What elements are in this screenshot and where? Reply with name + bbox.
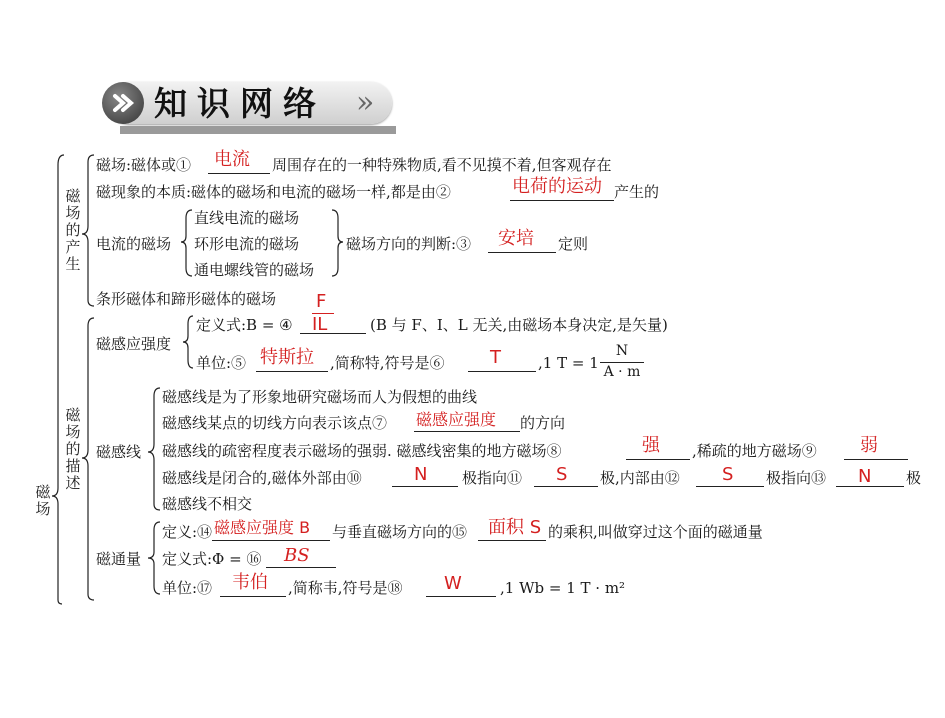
blank-12 xyxy=(696,486,764,487)
flux-brace xyxy=(148,522,160,594)
def-pre: 定义式:B = ④ xyxy=(196,316,293,334)
flux-unit-pre: 单位:⑰ xyxy=(162,579,213,597)
blank-17 xyxy=(220,596,286,597)
banner-title: 知识网络 xyxy=(154,84,326,123)
origin-row2-post: 产生的 xyxy=(614,183,660,201)
lines-row1: 磁感线是为了形象地研究磁场而人为假想的曲线 xyxy=(162,388,478,406)
lines-label: 磁感线 xyxy=(96,443,142,461)
answer-3: 安培 xyxy=(498,228,534,249)
description-label: 磁场的描述 xyxy=(65,406,81,492)
blank-3 xyxy=(488,252,556,253)
origin-row1-pre: 磁场:磁体或① xyxy=(96,156,192,174)
lines-row4-a: 极指向⑪ xyxy=(462,469,523,487)
origin-brace xyxy=(82,155,94,306)
lines-row4-c: 极指向⑬ xyxy=(766,469,827,487)
flux-unit-post: ,1 Wb = 1 T · m² xyxy=(500,579,626,597)
answer-17: 韦伯 xyxy=(232,572,268,593)
unit-fraction-num: N xyxy=(615,343,629,359)
answer-14: 磁感应强度 B xyxy=(214,518,311,537)
lines-row4-b: 极,内部由⑫ xyxy=(600,469,680,487)
blank-5 xyxy=(256,371,328,372)
lines-row2-pre: 磁感线某点的切线方向表示该点⑦ xyxy=(162,414,388,432)
flux-unit-mid: ,简称韦,符号是⑱ xyxy=(288,579,403,597)
unit-fraction-bar xyxy=(600,362,644,363)
answer-10: N xyxy=(414,464,428,485)
current-item-2: 环形电流的磁场 xyxy=(194,235,300,253)
answer-18: W xyxy=(444,573,462,594)
origin-row1-post: 周围存在的一种特殊物质,看不见摸不着,但客观存在 xyxy=(272,156,612,174)
answer-9: 弱 xyxy=(860,435,878,456)
answer-6: T xyxy=(490,347,501,368)
induction-brace xyxy=(183,316,193,368)
origin-label: 磁场的产生 xyxy=(65,187,81,273)
root-label: 磁场 xyxy=(35,483,51,518)
blank-7 xyxy=(414,431,520,432)
blank-6 xyxy=(468,371,536,372)
unit-fraction-den: A · m xyxy=(603,364,641,380)
blank-4 xyxy=(300,333,366,334)
answer-1: 电流 xyxy=(214,149,250,170)
lines-brace xyxy=(148,388,160,510)
unit-post: ,1 T = 1 xyxy=(538,354,599,372)
unit-mid: ,简称特,符号是⑥ xyxy=(330,354,445,372)
def-post: (B 与 F、I、L 无关,由磁场本身决定,是矢量) xyxy=(370,316,668,334)
lines-row3-mid: ,稀疏的地方磁场⑨ xyxy=(692,442,817,460)
answer-2: 电荷的运动 xyxy=(512,176,602,197)
blank-1 xyxy=(208,173,270,174)
answer-12: S xyxy=(722,464,734,485)
blank-14 xyxy=(212,540,330,541)
root-brace xyxy=(52,155,64,604)
answer-16: BS xyxy=(284,545,310,566)
origin-row2-pre: 磁现象的本质:磁体的磁场和电流的磁场一样,都是由② xyxy=(96,183,451,201)
current-brace-left xyxy=(181,210,192,276)
rule-post: 定则 xyxy=(558,235,589,253)
flux-label: 磁通量 xyxy=(96,550,142,568)
blank-15 xyxy=(478,540,546,541)
rule-pre: 磁场方向的判断:③ xyxy=(346,235,472,253)
answer-11: S xyxy=(556,464,568,485)
current-item-1: 直线电流的磁场 xyxy=(194,209,300,227)
current-item-3: 通电螺线管的磁场 xyxy=(194,261,315,279)
lines-row2-post: 的方向 xyxy=(520,414,566,432)
double-chevron-icon: » xyxy=(356,85,375,120)
answer-5: 特斯拉 xyxy=(260,347,314,368)
flux-def-pre: 定义:⑭ xyxy=(162,523,213,541)
current-field-label: 电流的磁场 xyxy=(96,235,172,253)
current-brace-right xyxy=(332,210,343,276)
answer-7: 磁感应强度 xyxy=(416,410,497,429)
blank-2 xyxy=(510,200,614,201)
unit-pre: 单位:⑤ xyxy=(196,354,247,372)
lines-row4-pre: 磁感线是闭合的,磁体外部由⑩ xyxy=(162,469,362,487)
blank-16 xyxy=(266,567,336,568)
blank-18 xyxy=(426,596,496,597)
lines-row4-d: 极 xyxy=(906,469,922,487)
answer-4-den: IL xyxy=(312,314,328,335)
answer-4-num: F xyxy=(316,291,327,312)
answer-8: 强 xyxy=(642,435,660,456)
blank-10 xyxy=(392,486,458,487)
induction-label: 磁感应强度 xyxy=(96,335,172,353)
flux-def-mid: 与垂直磁场方向的⑮ xyxy=(332,523,468,541)
lines-row3-pre: 磁感线的疏密程度表示磁场的强弱. 磁感线密集的地方磁场⑧ xyxy=(162,442,562,460)
blank-9 xyxy=(844,459,908,460)
flux-def-post: 的乘积,叫做穿过这个面的磁通量 xyxy=(548,523,763,541)
lines-row5: 磁感线不相交 xyxy=(162,495,253,513)
description-brace xyxy=(82,318,94,600)
blank-11 xyxy=(534,486,598,487)
flux-formula-pre: 定义式:Φ = ⑯ xyxy=(162,550,262,568)
answer-13: N xyxy=(858,466,872,487)
magnet-field: 条形磁体和蹄形磁体的磁场 xyxy=(96,290,277,308)
answer-15: 面积 S xyxy=(488,517,542,538)
blank-8 xyxy=(626,459,690,460)
